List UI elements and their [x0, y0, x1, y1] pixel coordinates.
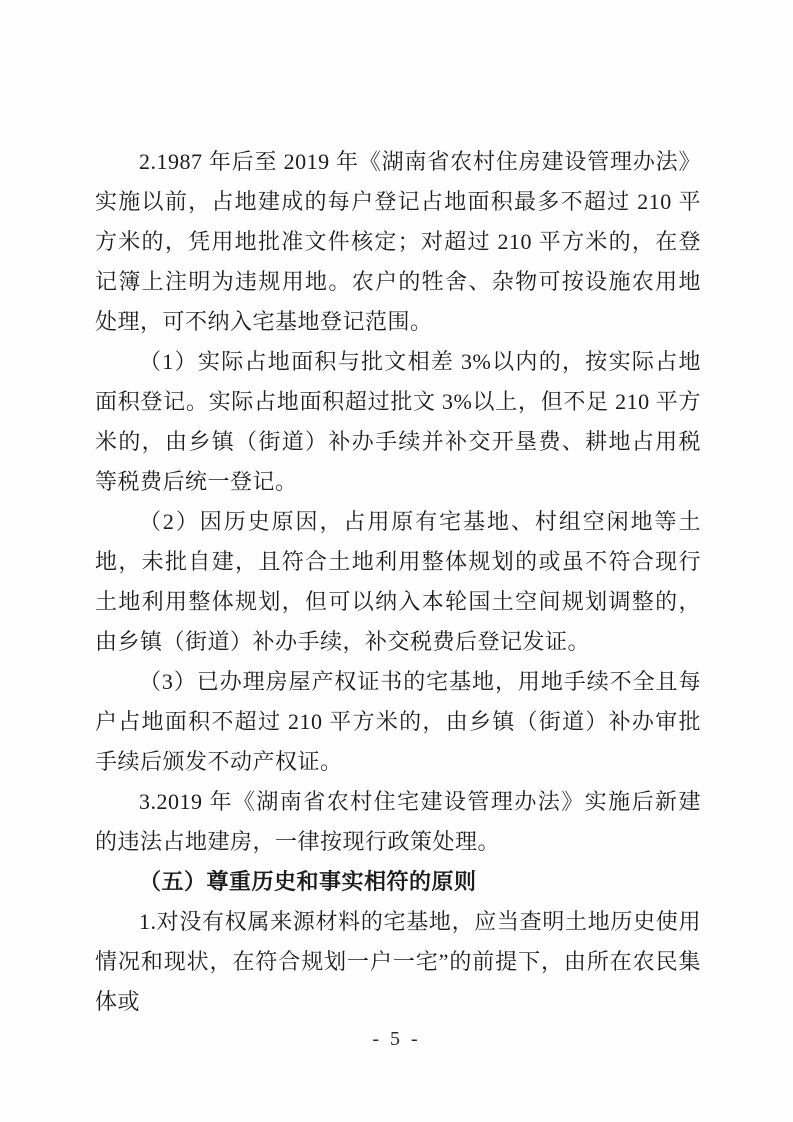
paragraph-item-2-historical-occupation: （2）因历史原因，占用原有宅基地、村组空闲地等土地，未批自建，且符合土地利用整体规划的或虽不符合现行土地利用整体规划，但可以纳入本轮国土空间规划调整的，由乡镇（街道）补办手续，补交税费后登记发证。: [95, 509, 701, 654]
paragraph-1-no-ownership-materials: 1.对没有权属来源材料的宅基地，应当查明土地历史使用情况和现状，在符合规划一户一宅”的前提下，由所在农民集体或: [95, 909, 701, 1014]
paragraph-2-1987-policy: 2.1987 年后至 2019 年《湖南省农村住房建设管理办法》实施以前，占地建成的每户登记占地面积最多不超过 210 平方米的，凭用地批准文件核定；对超过 210 平方米的，在登记簿上注明为违规用地。农户的牲舍、杂物可按设施农用地处理，可不纳入宅基地登记范围。: [95, 149, 701, 334]
section-heading-principle-5: （五）尊重历史和事实相符的原则: [139, 869, 477, 894]
paragraph-3-2019-policy: 3.2019 年《湖南省农村住宅建设管理办法》实施后新建的违法占地建房，一律按现行政策处理。: [95, 789, 701, 854]
paragraph-item-1-area-within-3pct: （1）实际占地面积与批文相差 3%以内的，按实际占地面积登记。实际占地面积超过批文 3%以上，但不足 210 平方米的，由乡镇（街道）补办手续并补交开垦费、耕地占用税等税费后统一登记。: [95, 349, 701, 494]
page-number: - 5 -: [372, 1028, 421, 1050]
paragraph-item-3-property-certificate: （3）已办理房屋产权证书的宅基地，用地手续不全且每户占地面积不超过 210 平方米的，由乡镇（街道）补办审批手续后颁发不动产权证。: [95, 669, 701, 774]
document-body: [95, 142, 701, 1022]
